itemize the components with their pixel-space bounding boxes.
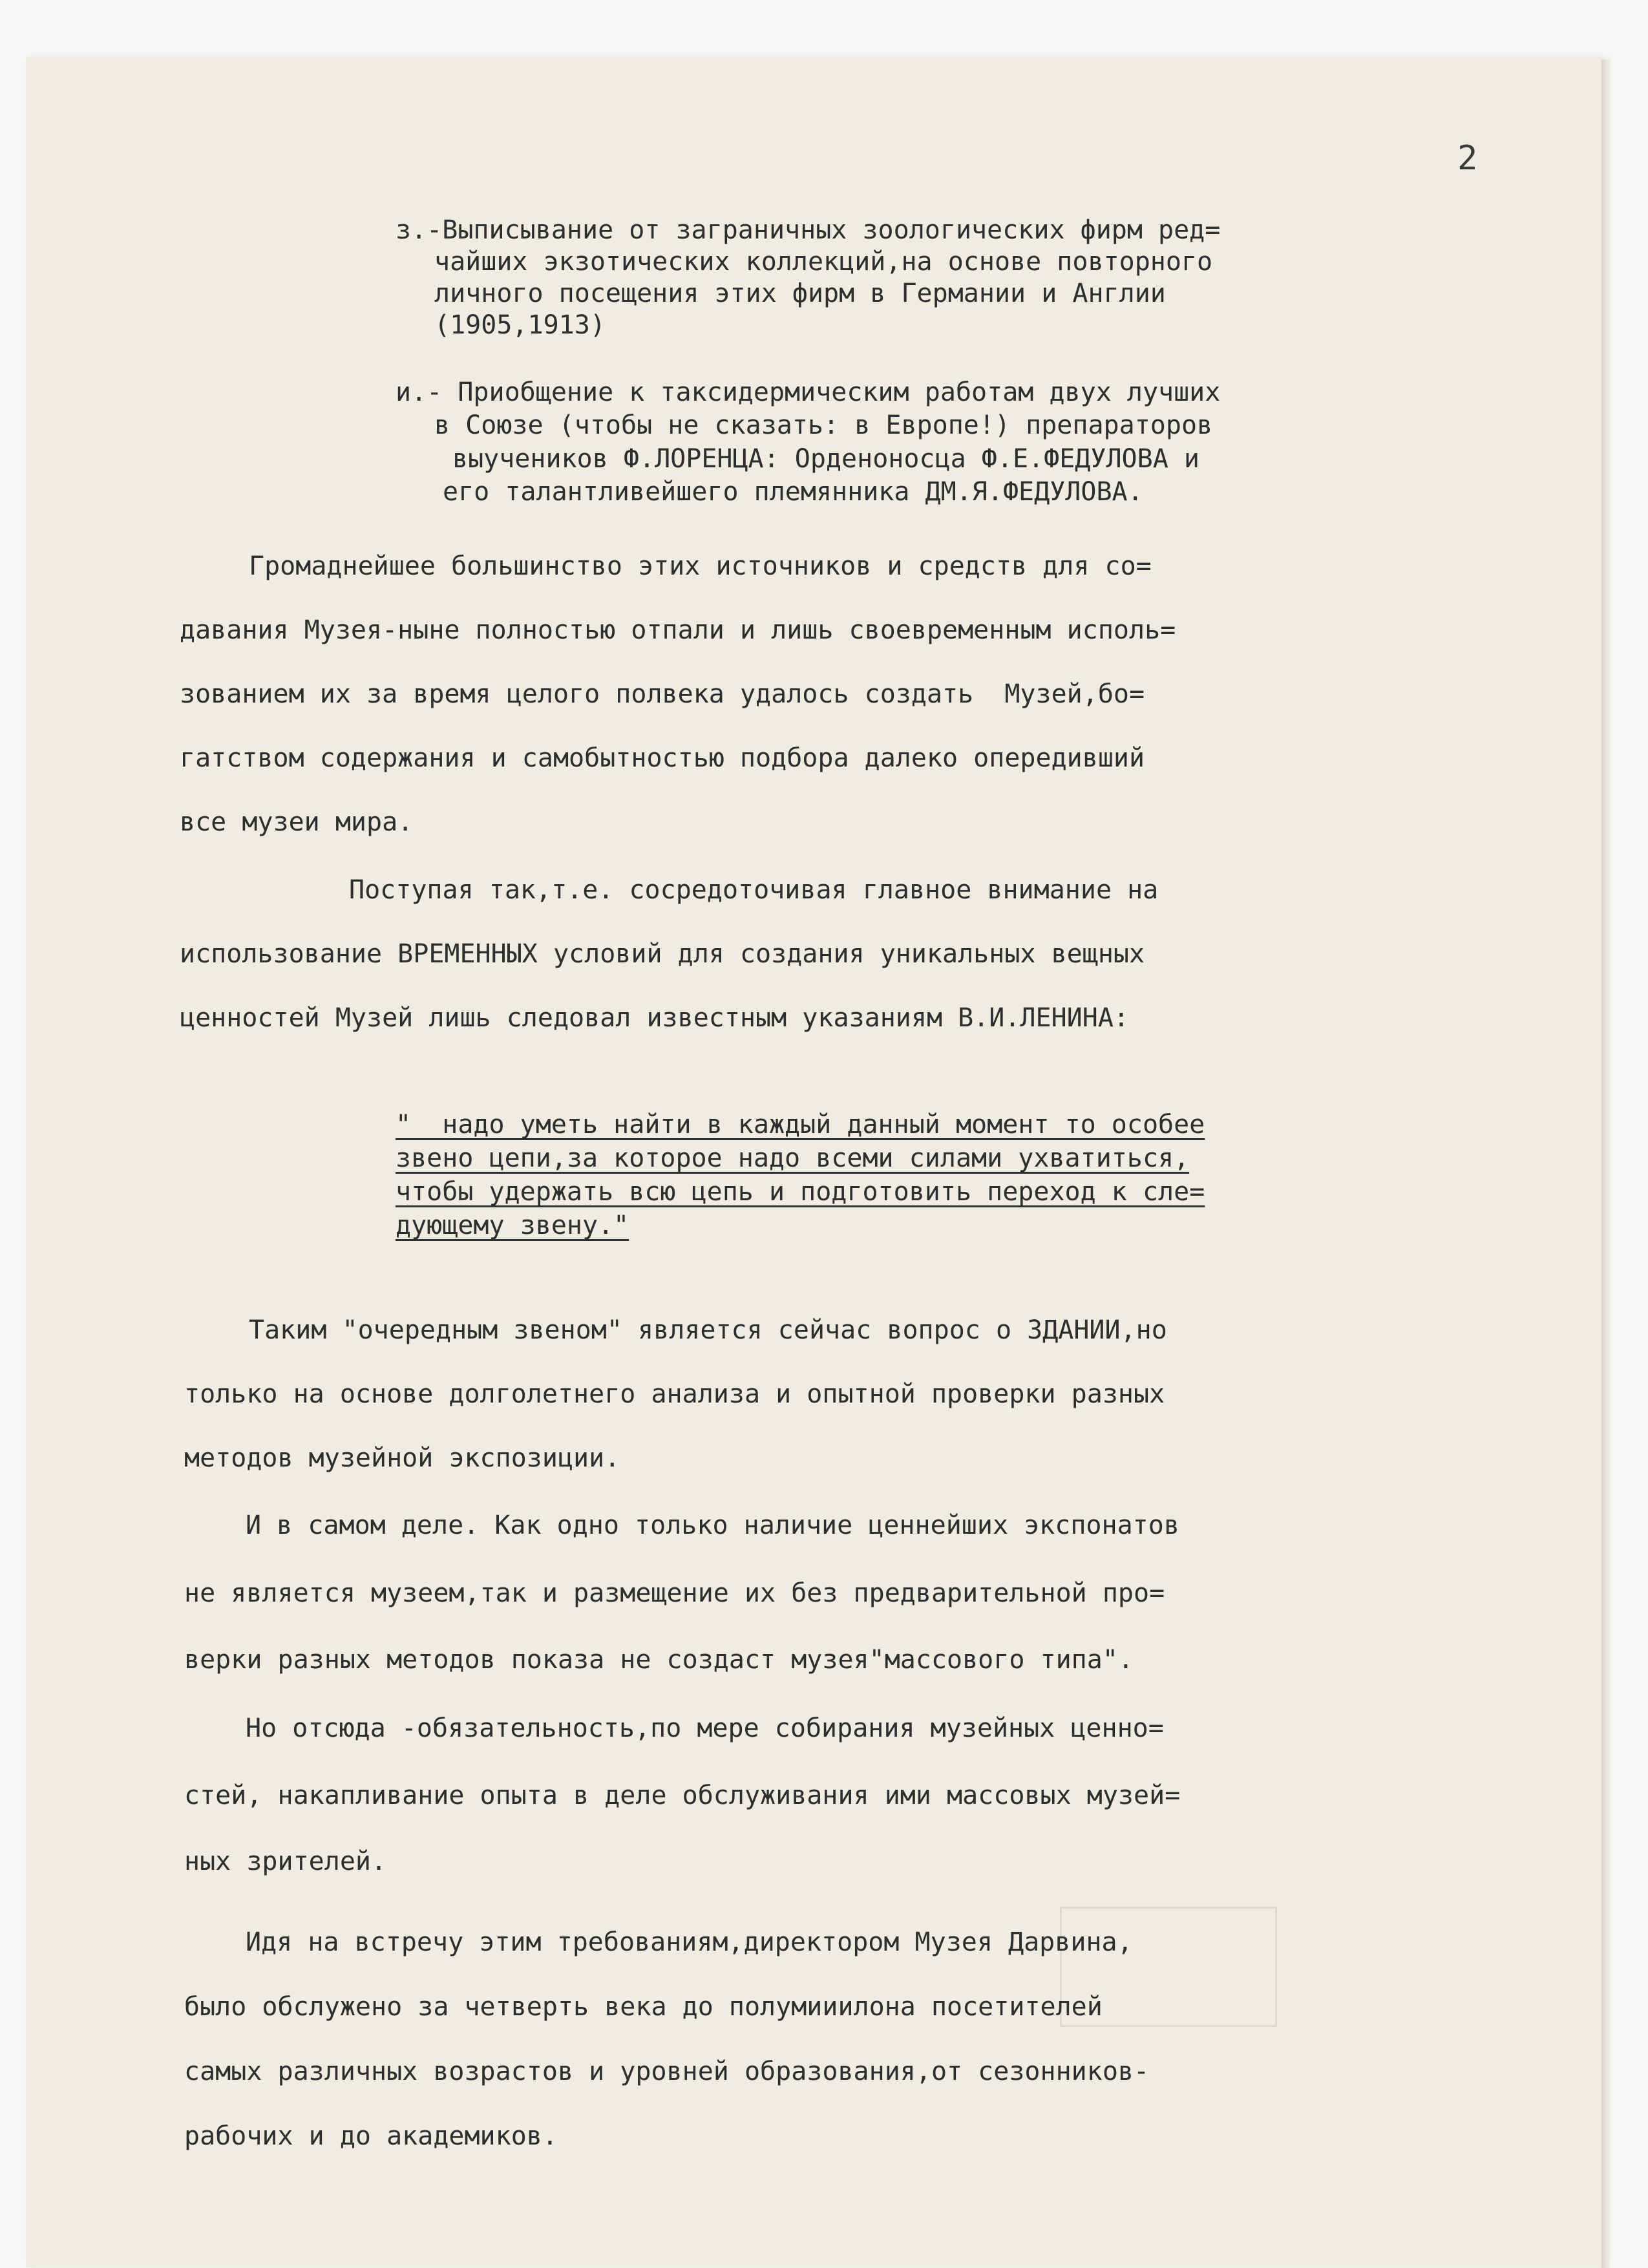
text-line: было обслужено за четверть века до полумииилона посетителей [184, 1992, 1103, 2022]
text-line: Громаднейшее большинство этих источников и средств для со= [249, 551, 1152, 581]
text-line: использование ВРЕМЕННЫХ условий для создания уникальных вещных [180, 939, 1145, 969]
text-line: Но отсюда -обязательность,по мере собирания музейных ценно= [246, 1713, 1164, 1743]
text-line: (1905,1913) [434, 310, 606, 340]
text-line: верки разных методов показа не создаст музея"массового типа". [184, 1645, 1134, 1675]
text-line: стей, накапливание опыта в деле обслуживания ими массовых музей= [184, 1781, 1181, 1810]
text-line: его талантливейшего племянника ДМ.Я.ФЕДУЛОВА. [443, 477, 1143, 507]
text-line: зованием их за время целого полвека удалось создать Музей,бо= [180, 679, 1145, 709]
text-line: в Союзе (чтобы не сказать: в Европе!) препараторов [434, 410, 1213, 440]
text-line: чайших экзотических коллекций,на основе повторного [434, 247, 1213, 277]
text-line: только на основе долголетнего анализа и опытной проверки разных [184, 1379, 1165, 1409]
page-number: 2 [1457, 139, 1478, 178]
text-line: все музеи мира. [180, 807, 414, 837]
text-line: з.-Выписывание от заграничных зоологических фирм ред= [396, 215, 1221, 245]
quote-line: " надо уметь найти в каждый данный момент то особее [396, 1110, 1205, 1139]
text-line: личного посещения этих фирм в Германии и Англии [434, 279, 1166, 308]
text-line: выучеников Ф.ЛОРЕНЦА: Орденоносца Ф.Е.ФЕДУЛОВА и [452, 444, 1199, 474]
text-line: методов музейной экспозиции. [184, 1443, 620, 1473]
text-line: ценностей Музей лишь следовал известным указаниям В.И.ЛЕНИНА: [180, 1003, 1130, 1033]
text-line: И в самом деле. Как одно только наличие ценнейших экспонатов [246, 1510, 1179, 1540]
text-line: Идя на встречу этим требованиям,директором Музея Дарвина, [246, 1927, 1133, 1957]
text-line: рабочих и до академиков. [184, 2121, 558, 2151]
text-line: Поступая так,т.е. сосредоточивая главное внимание на [349, 875, 1159, 905]
paper-edge [1601, 59, 1611, 2268]
text-line: Таким "очередным звеном" является сейчас вопрос о ЗДАНИИ,но [249, 1315, 1167, 1345]
text-line: и.- Приобщение к таксидермическим работам двух лучших [396, 377, 1221, 407]
text-line: давания Музея-ныне полностью отпали и лишь своевременным исполь= [180, 615, 1176, 645]
quote-line: чтобы удержать всю цепь и подготовить переход к сле= [396, 1177, 1205, 1207]
text-line: не является музеем,так и размещение их без предварительной про= [184, 1578, 1165, 1608]
text-line: гатством содержания и самобытностью подбора далеко опередивший [180, 743, 1145, 773]
text-line: самых различных возрастов и уровней образования,от сезонников- [184, 2057, 1150, 2086]
quote-line: звено цепи,за которое надо всеми силами ухватиться, [396, 1143, 1190, 1173]
text-line: ных зрителей. [184, 1847, 387, 1876]
quote-line: дующему звену." [396, 1211, 629, 1240]
